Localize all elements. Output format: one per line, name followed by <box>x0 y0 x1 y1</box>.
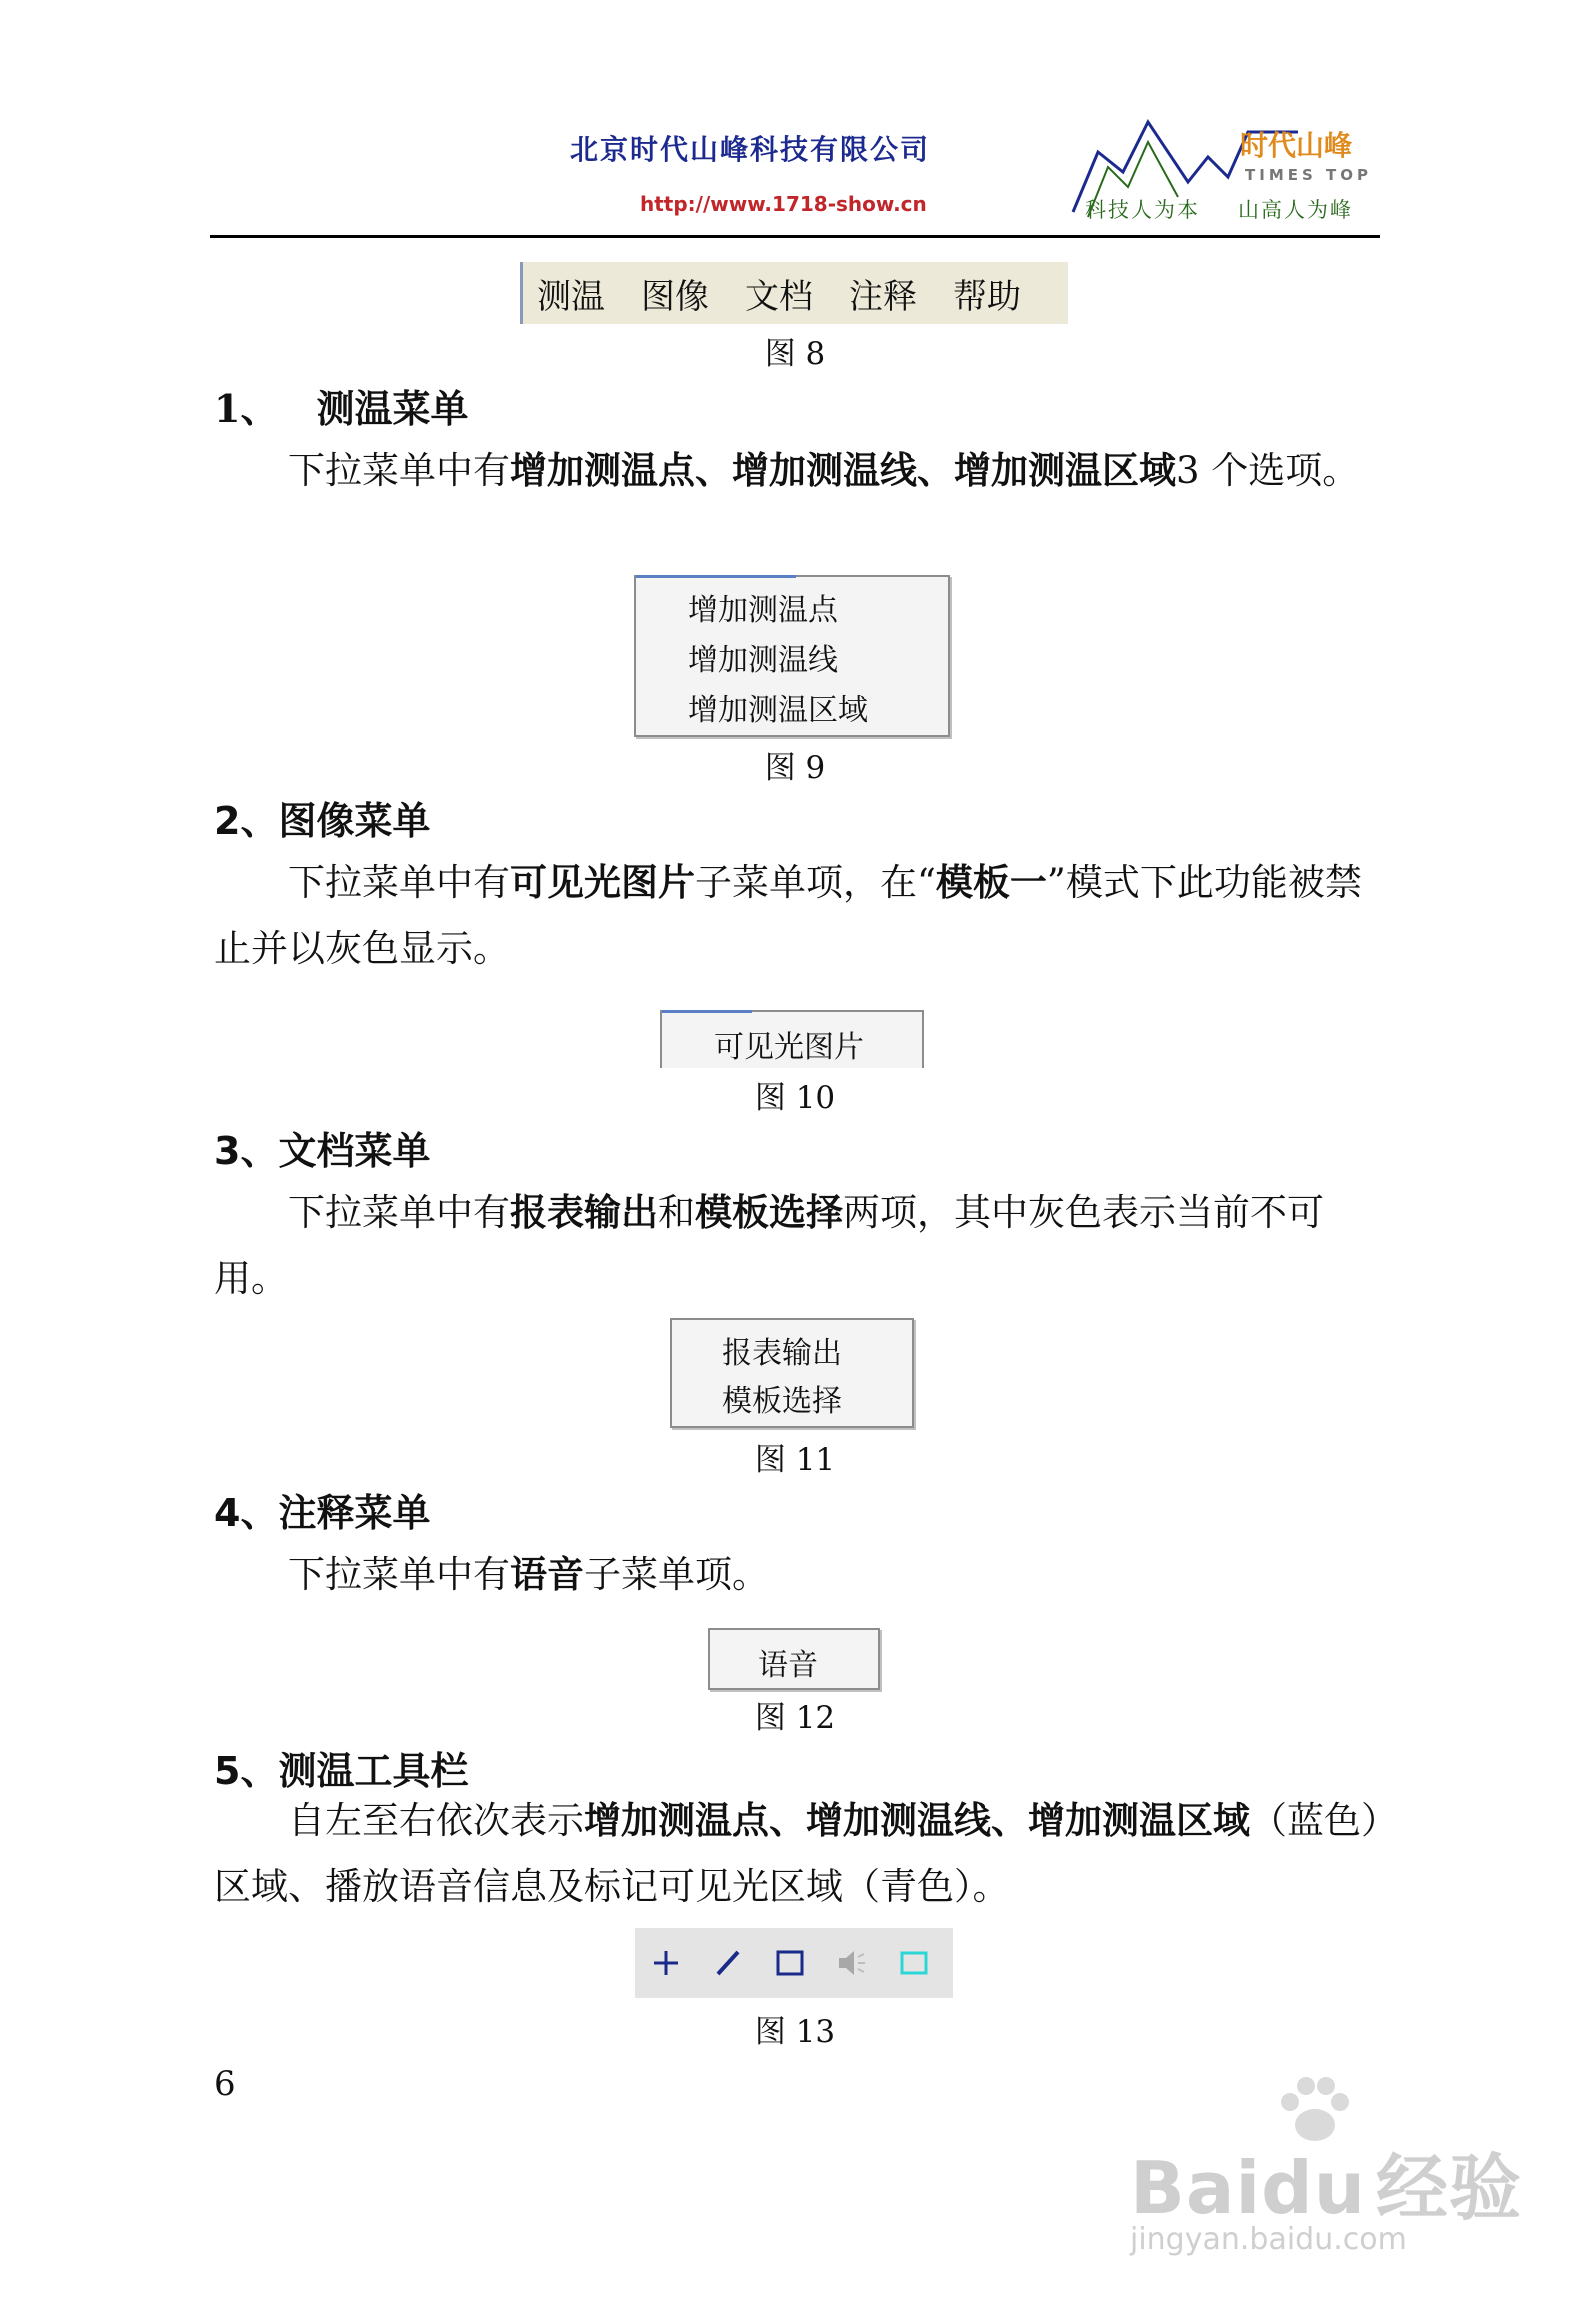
section3-text-bold1: 报表输出 <box>510 1191 658 1234</box>
section1-text-bold: 增加测温点、增加测温线、增加测温区域 <box>510 449 1176 492</box>
document-dropdown <box>670 1318 914 1428</box>
caption-fig8: 图 8 <box>764 336 826 372</box>
section1-paragraph <box>214 438 1380 504</box>
speaker-icon[interactable] <box>821 1928 883 1998</box>
section5-text-pre: 自左至右依次表示 <box>288 1799 584 1842</box>
watermark-du: du <box>1261 2146 1366 2230</box>
section2-text-post: ”模式下此功能被禁止并以灰色显示。 <box>214 861 1362 970</box>
menu-annotation[interactable]: 注释 <box>849 276 917 317</box>
section1-text-pre: 下拉菜单中有 <box>288 449 510 492</box>
plus-icon[interactable] <box>635 1928 697 1998</box>
image-dropdown <box>660 1010 924 1068</box>
section4-text-post: 子菜单项。 <box>584 1553 769 1596</box>
section4-heading: 4、注释菜单 <box>214 1491 431 1535</box>
section5-heading: 5、测温工具栏 <box>214 1749 469 1793</box>
section3-text-post: 两项，其中灰色表示当前不可用。 <box>214 1191 1324 1300</box>
measure-toolbar <box>635 1928 953 1998</box>
menu-item-template-select[interactable]: 模板选择 <box>722 1384 842 1419</box>
section1-heading <box>214 378 469 433</box>
menu-help[interactable]: 帮助 <box>953 276 1021 317</box>
section1-number: 1、 <box>214 386 279 431</box>
watermark-logo <box>1130 2130 1522 2234</box>
cyan-rectangle-icon[interactable] <box>883 1928 945 1998</box>
slogan-left: 科技人为本 <box>1085 198 1200 222</box>
brand-en: TIMES TOP <box>1245 166 1372 184</box>
section2-paragraph <box>214 850 1380 982</box>
line-icon[interactable] <box>697 1928 759 1998</box>
section3-paragraph <box>214 1180 1380 1312</box>
section5-paragraph <box>214 1788 1380 1920</box>
section5-text-bold: 增加测温点、增加测温线、增加测温区域 <box>584 1799 1250 1842</box>
header-rule <box>210 235 1380 238</box>
section4-text-bold: 语音 <box>510 1553 584 1596</box>
caption-fig11: 图 11 <box>754 1442 836 1478</box>
rectangle-icon[interactable] <box>759 1928 821 1998</box>
section2-text-bold2: 模板一 <box>935 861 1047 904</box>
menu-item-visible-image[interactable]: 可见光图片 <box>714 1030 864 1065</box>
menu-item-report-output[interactable]: 报表输出 <box>722 1336 842 1371</box>
section3-text-pre: 下拉菜单中有 <box>288 1191 510 1234</box>
section3-heading: 3、文档菜单 <box>214 1129 431 1173</box>
annotation-dropdown <box>708 1628 880 1690</box>
section2-heading: 2、图像菜单 <box>214 799 431 843</box>
watermark-cn: 经验 <box>1375 2146 1522 2230</box>
caption-fig12: 图 12 <box>754 1700 836 1736</box>
measure-dropdown <box>634 575 950 737</box>
section3-text-mid: 和 <box>658 1191 695 1234</box>
section2-text-pre: 下拉菜单中有 <box>288 861 510 904</box>
menu-image[interactable]: 图像 <box>641 276 709 317</box>
section1-text-post: 3 个选项。 <box>1176 449 1360 492</box>
company-name: 北京时代山峰科技有限公司 <box>570 133 931 166</box>
brand-name: 时代山峰 <box>1240 129 1353 162</box>
caption-fig10: 图 10 <box>754 1080 836 1116</box>
section1-title: 测温菜单 <box>316 387 469 431</box>
slogan-right: 山高人为峰 <box>1238 198 1353 222</box>
menubar <box>520 262 1068 324</box>
section2-text-mid: 子菜单项，在“ <box>695 861 936 904</box>
section4-text-pre: 下拉菜单中有 <box>288 1553 510 1596</box>
menu-item-add-line[interactable]: 增加测温线 <box>688 643 838 678</box>
menu-item-add-area[interactable]: 增加测温区域 <box>688 693 868 728</box>
section4-paragraph <box>214 1542 1380 1608</box>
menu-item-voice[interactable]: 语音 <box>758 1648 818 1683</box>
menu-item-add-point[interactable]: 增加测温点 <box>688 593 838 628</box>
watermark-url: jingyan.baidu.com <box>1130 2222 1407 2257</box>
caption-fig9: 图 9 <box>764 750 826 786</box>
section2-text-bold1: 可见光图片 <box>510 861 695 904</box>
section3-text-bold2: 模板选择 <box>695 1191 843 1234</box>
page-number: 6 <box>214 2064 236 2104</box>
section5-text-post: （蓝色）区域、播放语音信息及标记可见光区域（青色）。 <box>214 1799 1380 1908</box>
menu-measure[interactable]: 测温 <box>537 276 605 317</box>
watermark-bai: Bai <box>1130 2146 1262 2230</box>
company-url: http://www.1718-show.cn <box>640 192 927 216</box>
menu-document[interactable]: 文档 <box>745 276 813 317</box>
caption-fig13: 图 13 <box>754 2014 836 2050</box>
